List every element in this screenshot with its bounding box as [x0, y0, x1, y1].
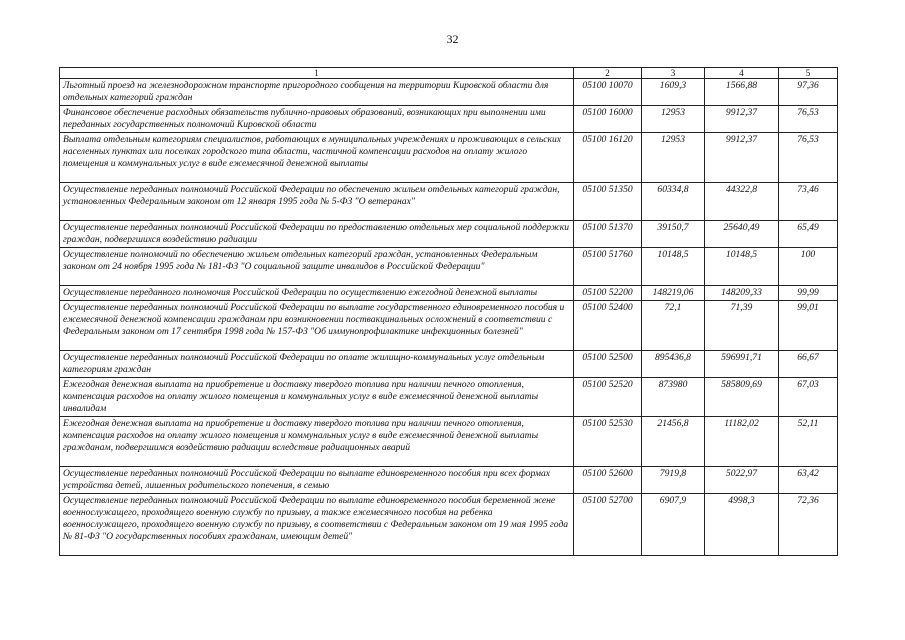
row-value-3: 895436,8	[642, 351, 705, 378]
row-value-3: 7919,8	[642, 467, 705, 494]
row-value-4: 10148,5	[705, 248, 779, 286]
table-row	[60, 351, 838, 378]
table-row	[60, 183, 838, 221]
row-name: Осуществление переданных полномочий Российской Федерации по обеспечению жильем отдельных категорий граждан, установленных Федеральным законом от 12 января 1995 года № 5-ФЗ "О ветеранах"	[60, 183, 574, 221]
table-row	[60, 286, 838, 301]
row-name: Ежегодная денежная выплата на приобретение и доставку твердого топлива при наличии печного отопления, компенсация расходов на оплату жилого помещения и коммунальных услуг в виде ежемесячной денежной выплаты гражданам, подвергшимся воздействию радиации вследствие радиационных аварий	[60, 417, 574, 467]
row-value-5: 66,67	[779, 351, 838, 378]
row-code: 05100 52600	[574, 467, 642, 494]
row-name: Льготный проезд на железнодорожном транспорте пригородного сообщения на территории Кировской области для отдельных категорий граждан	[60, 79, 574, 106]
row-value-5: 76,53	[779, 106, 838, 133]
row-value-3: 10148,5	[642, 248, 705, 286]
row-value-3: 60334,8	[642, 183, 705, 221]
row-value-3: 72,1	[642, 301, 705, 351]
page-number: 32	[446, 32, 459, 46]
row-code: 05100 10070	[574, 79, 642, 106]
row-value-3: 12953	[642, 106, 705, 133]
table-row	[60, 248, 838, 286]
row-value-4: 11182,02	[705, 417, 779, 467]
table-row	[60, 301, 838, 351]
row-value-3: 873980	[642, 378, 705, 417]
row-name: Осуществление переданного полномочия Российской Федерации по осуществлению ежегодной денежной выплаты	[60, 286, 574, 301]
row-value-5: 65,49	[779, 221, 838, 248]
table-row	[60, 378, 838, 417]
row-value-4: 25640,49	[705, 221, 779, 248]
row-name: Осуществление переданных полномочий Российской Федерации по предоставлению отдельных мер социальной поддержки граждан, подвергшихся воздействию радиации	[60, 221, 574, 248]
row-value-3: 21456,8	[642, 417, 705, 467]
column-header: 5	[779, 68, 838, 79]
column-header: 2	[574, 68, 642, 79]
row-value-5: 67,03	[779, 378, 838, 417]
table-row	[60, 221, 838, 248]
table-row	[60, 106, 838, 133]
row-value-3: 148219,06	[642, 286, 705, 301]
row-value-4: 148209,33	[705, 286, 779, 301]
table-header-row	[60, 68, 838, 79]
row-value-5: 97,36	[779, 79, 838, 106]
row-name: Осуществление переданных полномочий Российской Федерации по оплате жилищно-коммунальных услуг отдельным категориям граждан	[60, 351, 574, 378]
row-value-3: 1609,3	[642, 79, 705, 106]
row-value-4: 9912,37	[705, 133, 779, 183]
row-value-3: 39150,7	[642, 221, 705, 248]
column-header: 1	[60, 68, 574, 79]
row-name: Осуществление переданных полномочий Российской Федерации по выплате единовременного пособия беременной жене военнослужащего, проходящего военную службу по призыву, а также ежемесячного пособия на ребенка военнослужащего, проходящего военную службу по призыву, в соответствии с Федеральным законом от 19 мая 1995 года № 81-ФЗ "О государственных пособиях гражданам, имеющим детей"	[60, 494, 574, 556]
row-name: Осуществление переданных полномочий Российской Федерации по выплате государственного единовременного пособия и ежемесячной денежной компенсации гражданам при возникновении поствакцинальных осложнений в соответствии с Федеральным законом от 17 сентября 1998 года № 157-ФЗ "Об иммунопрофилактике инфекционных болезней"	[60, 301, 574, 351]
row-code: 05100 52530	[574, 417, 642, 467]
row-value-4: 4998,3	[705, 494, 779, 556]
row-value-5: 76,53	[779, 133, 838, 183]
row-value-5: 73,46	[779, 183, 838, 221]
table-row	[60, 417, 838, 467]
row-name: Ежегодная денежная выплата на приобретение и доставку твердого топлива при наличии печного отопления, компенсация расходов на оплату жилого помещения и коммунальных услуг в виде ежемесячной денежной выплаты инвалидам	[60, 378, 574, 417]
row-value-5: 99,01	[779, 301, 838, 351]
row-code: 05100 16000	[574, 106, 642, 133]
budget-table	[59, 67, 838, 556]
table-row	[60, 79, 838, 106]
row-name: Осуществление полномочий по обеспечению жильем отдельных категорий граждан, установленных Федеральным законом от 24 ноября 1995 года № 181-ФЗ "О социальной защите инвалидов в Российской Федерации"	[60, 248, 574, 286]
row-value-5: 100	[779, 248, 838, 286]
row-code: 05100 51370	[574, 221, 642, 248]
column-header: 4	[705, 68, 779, 79]
row-value-4: 71,39	[705, 301, 779, 351]
row-code: 05100 52700	[574, 494, 642, 556]
row-code: 05100 52200	[574, 286, 642, 301]
column-header: 3	[642, 68, 705, 79]
row-code: 05100 52400	[574, 301, 642, 351]
row-value-5: 72,36	[779, 494, 838, 556]
table-row	[60, 467, 838, 494]
row-value-4: 1566,88	[705, 79, 779, 106]
table-row	[60, 133, 838, 183]
row-value-3: 6907,9	[642, 494, 705, 556]
row-name: Финансовое обеспечение расходных обязательств публично-правовых образований, возникающих при выполнении ими переданных государственных полномочий Кировской области	[60, 106, 574, 133]
row-value-4: 596991,71	[705, 351, 779, 378]
row-code: 05100 52520	[574, 378, 642, 417]
row-name: Выплата отдельным категориям специалистов, работающих в муниципальных учреждениях и проживающих в сельских населенных пунктах или поселках городского типа области, частичной компенсации расходов на оплату жилого помещения и коммунальных услуг в виде ежемесячной денежной выплаты	[60, 133, 574, 183]
table-row	[60, 494, 838, 556]
row-code: 05100 51350	[574, 183, 642, 221]
row-value-4: 9912,37	[705, 106, 779, 133]
row-value-4: 585809,69	[705, 378, 779, 417]
row-code: 05100 52500	[574, 351, 642, 378]
row-code: 05100 51760	[574, 248, 642, 286]
row-value-5: 63,42	[779, 467, 838, 494]
row-value-4: 5022,97	[705, 467, 779, 494]
row-value-3: 12953	[642, 133, 705, 183]
row-value-4: 44322,8	[705, 183, 779, 221]
row-name: Осуществление переданных полномочий Российской Федерации по выплате единовременного пособия при всех формах устройства детей, лишенных родительского попечения, в семью	[60, 467, 574, 494]
row-code: 05100 16120	[574, 133, 642, 183]
row-value-5: 99,99	[779, 286, 838, 301]
row-value-5: 52,11	[779, 417, 838, 467]
